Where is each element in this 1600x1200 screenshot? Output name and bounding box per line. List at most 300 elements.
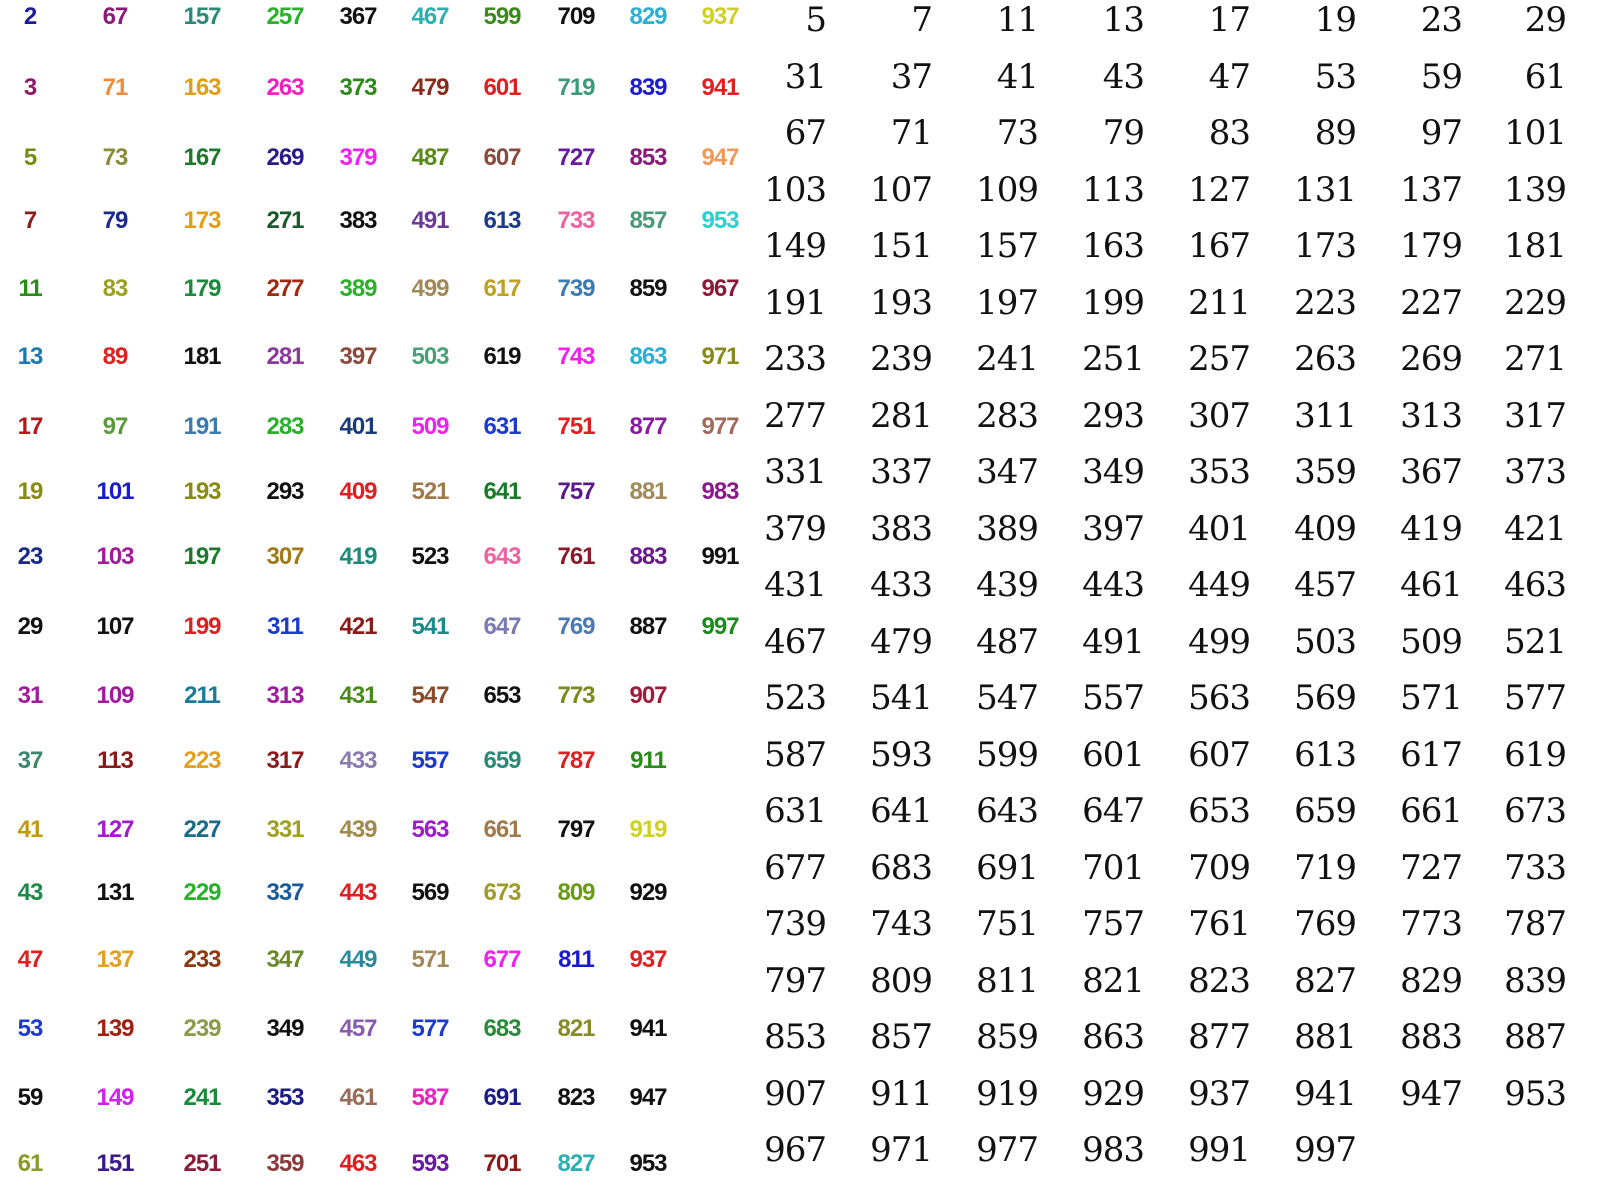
plain-number-cell: 149	[764, 226, 826, 266]
colored-number-cell: 643	[483, 543, 521, 570]
colored-number-cell: 883	[629, 543, 667, 570]
plain-number-cell: 109	[976, 169, 1038, 210]
plain-number-cell: 577	[1504, 678, 1566, 718]
plain-number-cell: 353	[1188, 452, 1250, 492]
colored-number-cell: 137	[96, 946, 134, 973]
plain-number-cell: 313	[1400, 395, 1462, 436]
plain-number-cell: 643	[976, 791, 1038, 831]
colored-number-cell: 151	[96, 1150, 134, 1177]
colored-number-cell: 947	[701, 144, 739, 171]
colored-number-cell: 29	[17, 613, 43, 640]
colored-number-cell: 211	[184, 682, 220, 709]
colored-number-cell: 859	[629, 275, 667, 302]
plain-number-cell: 389	[976, 508, 1038, 549]
plain-number-cell: 151	[870, 226, 932, 266]
plain-number-cell: 397	[1082, 508, 1144, 549]
plain-number-cell: 883	[1400, 1017, 1462, 1057]
colored-number-cell: 107	[96, 613, 134, 640]
plain-number-cell: 691	[976, 847, 1038, 888]
plain-number-cell: 877	[1188, 1017, 1250, 1057]
plain-number-cell: 241	[976, 339, 1038, 379]
plain-number-cell: 223	[1294, 282, 1356, 323]
plain-number-cell: 127	[1188, 169, 1250, 210]
plain-number-cell: 23	[1420, 0, 1462, 40]
colored-number-cell: 787	[557, 747, 595, 774]
plain-number-cell: 563	[1188, 678, 1250, 718]
colored-number-cell: 59	[17, 1084, 43, 1111]
plain-number-cell: 311	[1294, 395, 1356, 436]
colored-number-cell: 17	[17, 413, 43, 440]
colored-number-cell: 811	[558, 946, 594, 973]
colored-number-cell: 911	[630, 747, 666, 774]
plain-number-cell: 853	[764, 1017, 826, 1057]
plain-number-cell: 641	[870, 791, 932, 831]
colored-number-cell: 67	[102, 3, 128, 30]
plain-number-cell: 937	[1188, 1073, 1250, 1114]
plain-number-cell: 83	[1208, 113, 1250, 153]
colored-number-cell: 7	[23, 207, 37, 234]
colored-number-cell: 313	[266, 682, 304, 709]
plain-number-cell: 271	[1504, 339, 1566, 379]
colored-number-cell: 227	[183, 816, 221, 843]
colored-number-cell: 157	[183, 3, 221, 30]
plain-number-cell: 787	[1504, 904, 1566, 944]
colored-number-cell: 2	[23, 3, 37, 30]
colored-number-cell: 617	[483, 275, 521, 302]
colored-number-cell: 433	[339, 747, 377, 774]
colored-number-cell: 173	[183, 207, 221, 234]
plain-number-cell: 751	[976, 904, 1038, 944]
plain-number-cell: 17	[1208, 0, 1250, 40]
colored-number-cell: 23	[17, 543, 43, 570]
colored-number-cell: 223	[183, 747, 221, 774]
plain-number-cell: 887	[1504, 1017, 1566, 1057]
colored-number-cell: 83	[102, 275, 128, 302]
colored-number-cell: 3	[23, 74, 37, 101]
colored-number-cell: 103	[96, 543, 134, 570]
colored-number-cell: 41	[17, 816, 43, 843]
plain-number-cell: 587	[764, 734, 826, 775]
plain-number-cell: 373	[1504, 452, 1566, 492]
plain-number-cell: 331	[764, 452, 826, 492]
plain-number-cell: 79	[1102, 113, 1144, 153]
colored-number-cell: 967	[701, 275, 739, 302]
colored-number-cell: 991	[701, 543, 739, 570]
plain-number-cell: 197	[976, 282, 1038, 323]
colored-number-cell: 11	[18, 275, 42, 302]
plain-number-cell: 191	[764, 282, 826, 323]
colored-number-cell: 757	[557, 478, 595, 505]
colored-number-cell: 739	[557, 275, 595, 302]
plain-number-cell: 269	[1400, 339, 1462, 379]
colored-number-cell: 587	[411, 1084, 449, 1111]
colored-number-cell: 149	[96, 1084, 134, 1111]
plain-number-cell: 37	[890, 56, 932, 97]
plain-number-cell: 953	[1504, 1073, 1566, 1114]
colored-number-cell: 941	[629, 1015, 667, 1042]
colored-number-cell: 131	[96, 879, 134, 906]
plain-number-cell: 41	[996, 56, 1038, 97]
colored-number-cell: 797	[557, 816, 595, 843]
colored-number-cell: 887	[629, 613, 667, 640]
plain-number-cell: 811	[976, 960, 1038, 1001]
plain-number-cell: 89	[1314, 113, 1356, 153]
plain-number-cell: 991	[1188, 1130, 1250, 1170]
plain-number-cell: 809	[870, 960, 932, 1001]
colored-number-cell: 839	[629, 74, 667, 101]
colored-number-cell: 467	[411, 3, 449, 30]
colored-number-cell: 809	[557, 879, 595, 906]
plain-number-cell: 541	[870, 678, 932, 718]
plain-number-cell: 569	[1294, 678, 1356, 718]
colored-number-cell: 593	[411, 1150, 449, 1177]
colored-number-cell: 263	[266, 74, 304, 101]
plain-number-cell: 911	[870, 1073, 932, 1114]
colored-number-cell: 421	[339, 613, 377, 640]
plain-number-cell: 661	[1400, 791, 1462, 831]
plain-number-cell: 53	[1314, 56, 1356, 97]
plain-number-cell: 163	[1082, 226, 1144, 266]
colored-number-cell: 271	[266, 207, 304, 234]
colored-number-cell: 941	[701, 74, 739, 101]
plain-number-cell: 761	[1188, 904, 1250, 944]
colored-number-cell: 937	[701, 3, 739, 30]
colored-number-cell: 19	[17, 478, 43, 505]
plain-number-cell: 421	[1504, 508, 1566, 549]
colored-number-cell: 167	[183, 144, 221, 171]
colored-number-cell: 571	[411, 946, 449, 973]
colored-number-cell: 919	[629, 816, 667, 843]
colored-number-cell: 647	[483, 613, 521, 640]
colored-number-cell: 317	[266, 747, 304, 774]
plain-number-cell: 409	[1294, 508, 1356, 549]
colored-number-cell: 661	[483, 816, 521, 843]
plain-number-cell: 857	[870, 1017, 932, 1057]
colored-number-cell: 863	[629, 343, 667, 370]
colored-number-cell: 487	[411, 144, 449, 171]
colored-number-cell: 293	[266, 478, 304, 505]
colored-number-cell: 937	[629, 946, 667, 973]
plain-number-cell: 29	[1524, 0, 1566, 40]
plain-number-cell: 431	[764, 565, 826, 605]
plain-number-cell: 193	[870, 282, 932, 323]
colored-number-cell: 239	[183, 1015, 221, 1042]
colored-number-cell: 479	[411, 74, 449, 101]
plain-number-cell: 107	[870, 169, 932, 210]
colored-number-cell: 163	[183, 74, 221, 101]
plain-number-cell: 983	[1082, 1130, 1144, 1170]
plain-number-cell: 439	[976, 565, 1038, 605]
plain-number-cell: 619	[1504, 734, 1566, 775]
colored-number-table	[0, 0, 770, 1200]
colored-number-cell: 853	[629, 144, 667, 171]
plain-number-cell: 683	[870, 847, 932, 888]
colored-number-cell: 677	[483, 946, 521, 973]
colored-number-cell: 89	[102, 343, 128, 370]
colored-number-cell: 307	[266, 543, 304, 570]
colored-number-cell: 769	[557, 613, 595, 640]
plain-number-cell: 881	[1294, 1017, 1356, 1057]
colored-number-cell: 733	[557, 207, 595, 234]
colored-number-cell: 277	[266, 275, 304, 302]
colored-number-cell: 449	[339, 946, 377, 973]
colored-number-cell: 829	[629, 3, 667, 30]
colored-number-cell: 577	[411, 1015, 449, 1042]
colored-number-cell: 719	[557, 74, 595, 101]
plain-number-cell: 601	[1082, 734, 1144, 775]
plain-number-cell: 113	[1082, 169, 1144, 210]
colored-number-cell: 761	[557, 543, 595, 570]
plain-number-cell: 199	[1082, 282, 1144, 323]
colored-number-cell: 349	[266, 1015, 304, 1042]
plain-number-cell: 967	[764, 1130, 826, 1170]
plain-number-cell: 47	[1208, 56, 1250, 97]
colored-number-cell: 431	[339, 682, 377, 709]
plain-number-cell: 263	[1294, 339, 1356, 379]
colored-number-cell: 929	[629, 879, 667, 906]
plain-number-cell: 571	[1400, 678, 1462, 718]
colored-number-cell: 653	[483, 682, 521, 709]
colored-number-cell: 401	[339, 413, 377, 440]
plain-number-cell: 139	[1504, 169, 1566, 210]
plain-number-cell: 131	[1294, 169, 1356, 210]
colored-number-cell: 353	[266, 1084, 304, 1111]
plain-number-cell: 281	[870, 395, 932, 436]
plain-number-cell: 103	[764, 169, 826, 210]
plain-number-cell: 7	[911, 0, 932, 40]
plain-number-cell: 521	[1504, 621, 1566, 662]
plain-number-cell: 503	[1294, 621, 1356, 662]
colored-number-cell: 857	[629, 207, 667, 234]
colored-number-cell: 229	[183, 879, 221, 906]
plain-number-cell: 613	[1294, 734, 1356, 775]
plain-number-cell: 617	[1400, 734, 1462, 775]
plain-number-cell: 43	[1102, 56, 1144, 97]
plain-number-cell: 13	[1102, 0, 1144, 40]
colored-number-cell: 53	[17, 1015, 43, 1042]
plain-number-cell: 211	[1188, 282, 1250, 323]
plain-number-cell: 97	[1420, 113, 1462, 153]
plain-number-cell: 727	[1400, 847, 1462, 888]
colored-number-cell: 503	[411, 343, 449, 370]
plain-number-cell: 101	[1504, 113, 1566, 153]
colored-number-cell: 359	[266, 1150, 304, 1177]
colored-number-cell: 311	[267, 613, 303, 640]
colored-number-cell: 619	[483, 343, 521, 370]
plain-number-cell: 653	[1188, 791, 1250, 831]
plain-number-cell: 181	[1504, 226, 1566, 266]
plain-number-cell: 31	[784, 56, 826, 97]
plain-number-cell: 157	[976, 226, 1038, 266]
plain-number-cell: 739	[764, 904, 826, 944]
plain-number-cell: 479	[870, 621, 932, 662]
colored-number-cell: 71	[102, 74, 128, 101]
colored-number-cell: 347	[266, 946, 304, 973]
plain-number-cell: 947	[1400, 1073, 1462, 1114]
colored-number-cell: 599	[483, 3, 521, 30]
colored-number-cell: 113	[97, 747, 133, 774]
colored-number-cell: 337	[266, 879, 304, 906]
plain-number-cell: 367	[1400, 452, 1462, 492]
plain-number-cell: 59	[1420, 56, 1462, 97]
colored-number-cell: 727	[557, 144, 595, 171]
colored-number-cell: 953	[629, 1150, 667, 1177]
colored-number-cell: 191	[183, 413, 221, 440]
colored-number-cell: 613	[483, 207, 521, 234]
colored-number-cell: 139	[96, 1015, 134, 1042]
colored-number-cell: 983	[701, 478, 739, 505]
plain-number-cell: 499	[1188, 621, 1250, 662]
colored-number-cell: 443	[339, 879, 377, 906]
plain-number-cell: 71	[890, 113, 932, 153]
colored-number-cell: 557	[411, 747, 449, 774]
colored-number-cell: 367	[339, 3, 377, 30]
colored-number-cell: 257	[266, 3, 304, 30]
colored-number-cell: 977	[701, 413, 739, 440]
colored-number-cell: 641	[483, 478, 521, 505]
colored-number-cell: 197	[183, 543, 221, 570]
colored-number-cell: 409	[339, 478, 377, 505]
colored-number-cell: 373	[339, 74, 377, 101]
colored-number-cell: 31	[17, 682, 43, 709]
colored-number-cell: 463	[339, 1150, 377, 1177]
plain-number-cell: 631	[764, 791, 826, 831]
colored-number-cell: 61	[17, 1150, 43, 1177]
plain-number-cell: 491	[1082, 621, 1144, 662]
colored-number-cell: 5	[23, 144, 37, 171]
plain-number-cell: 743	[870, 904, 932, 944]
plain-number-cell: 863	[1082, 1017, 1144, 1057]
plain-number-cell: 859	[976, 1017, 1038, 1057]
plain-number-cell: 827	[1294, 960, 1356, 1001]
colored-number-cell: 73	[102, 144, 128, 171]
colored-number-cell: 701	[483, 1150, 521, 1177]
plain-number-cell: 347	[976, 452, 1038, 492]
plain-number-cell: 677	[764, 847, 826, 888]
colored-number-cell: 563	[411, 816, 449, 843]
plain-number-cell: 509	[1400, 621, 1462, 662]
colored-number-cell: 673	[483, 879, 521, 906]
colored-number-cell: 821	[557, 1015, 595, 1042]
colored-number-cell: 331	[266, 816, 304, 843]
plain-number-cell: 821	[1082, 960, 1144, 1001]
plain-number-cell: 179	[1400, 226, 1462, 266]
colored-number-cell: 383	[339, 207, 377, 234]
plain-number-cell: 379	[764, 508, 826, 549]
plain-number-cell: 11	[996, 0, 1038, 40]
colored-number-cell: 283	[266, 413, 304, 440]
colored-number-cell: 683	[483, 1015, 521, 1042]
plain-number-cell: 173	[1294, 226, 1356, 266]
colored-number-cell: 709	[557, 3, 595, 30]
plain-number-cell: 757	[1082, 904, 1144, 944]
colored-number-cell: 47	[17, 946, 43, 973]
plain-number-cell: 433	[870, 565, 932, 605]
plain-number-cell: 283	[976, 395, 1038, 436]
plain-number-cell: 457	[1294, 565, 1356, 605]
plain-number-cell: 557	[1082, 678, 1144, 718]
colored-number-cell: 233	[183, 946, 221, 973]
plain-number-cell: 239	[870, 339, 932, 379]
colored-number-cell: 491	[411, 207, 449, 234]
colored-number-cell: 241	[183, 1084, 221, 1111]
plain-number-cell: 719	[1294, 847, 1356, 888]
plain-number-cell: 941	[1294, 1073, 1356, 1114]
plain-number-cell: 349	[1082, 452, 1144, 492]
colored-number-cell: 499	[411, 275, 449, 302]
plain-number-cell: 929	[1082, 1073, 1144, 1114]
plain-number-cell: 823	[1188, 960, 1250, 1001]
colored-number-cell: 181	[183, 343, 221, 370]
colored-number-cell: 199	[183, 613, 221, 640]
colored-number-cell: 79	[102, 207, 128, 234]
colored-number-cell: 461	[339, 1084, 377, 1111]
colored-number-cell: 97	[102, 413, 128, 440]
plain-number-cell: 449	[1188, 565, 1250, 605]
plain-number-cell: 797	[764, 960, 826, 1001]
plain-number-cell: 839	[1504, 960, 1566, 1001]
plain-number-cell: 701	[1082, 847, 1144, 888]
plain-number-cell: 233	[764, 339, 826, 379]
colored-number-cell: 953	[701, 207, 739, 234]
plain-number-cell: 401	[1188, 508, 1250, 549]
colored-number-cell: 37	[17, 747, 43, 774]
colored-number-cell: 907	[629, 682, 667, 709]
colored-number-cell: 631	[483, 413, 521, 440]
colored-number-cell: 547	[411, 682, 449, 709]
plain-number-cell: 251	[1082, 339, 1144, 379]
plain-number-cell: 167	[1188, 226, 1250, 266]
plain-number-cell: 467	[764, 621, 826, 662]
plain-number-cell: 659	[1294, 791, 1356, 831]
colored-number-cell: 659	[483, 747, 521, 774]
plain-number-cell: 997	[1294, 1130, 1356, 1170]
plain-number-cell: 769	[1294, 904, 1356, 944]
plain-number-cell: 547	[976, 678, 1038, 718]
colored-number-cell: 101	[96, 478, 134, 505]
plain-number-cell: 19	[1314, 0, 1356, 40]
plain-number-table	[764, 0, 1600, 1200]
plain-number-cell: 607	[1188, 734, 1250, 775]
colored-number-cell: 743	[557, 343, 595, 370]
colored-number-cell: 523	[411, 543, 449, 570]
plain-number-cell: 907	[764, 1073, 826, 1114]
plain-number-cell: 73	[996, 113, 1038, 153]
plain-number-cell: 257	[1188, 339, 1250, 379]
plain-number-cell: 673	[1504, 791, 1566, 831]
colored-number-cell: 827	[557, 1150, 595, 1177]
plain-number-cell: 599	[976, 734, 1038, 775]
colored-number-cell: 971	[701, 343, 739, 370]
colored-number-cell: 439	[339, 816, 377, 843]
colored-number-cell: 823	[557, 1084, 595, 1111]
colored-number-cell: 877	[629, 413, 667, 440]
colored-number-cell: 569	[411, 879, 449, 906]
colored-number-cell: 773	[557, 682, 595, 709]
colored-number-cell: 881	[629, 478, 667, 505]
plain-number-cell: 487	[976, 621, 1038, 662]
colored-number-cell: 43	[17, 879, 43, 906]
colored-number-cell: 457	[339, 1015, 377, 1042]
colored-number-cell: 13	[17, 343, 43, 370]
plain-number-cell: 773	[1400, 904, 1462, 944]
plain-number-cell: 419	[1400, 508, 1462, 549]
colored-number-cell: 419	[339, 543, 377, 570]
colored-number-cell: 281	[266, 343, 304, 370]
colored-number-cell: 397	[339, 343, 377, 370]
plain-number-cell: 229	[1504, 282, 1566, 323]
plain-number-cell: 227	[1400, 282, 1462, 323]
